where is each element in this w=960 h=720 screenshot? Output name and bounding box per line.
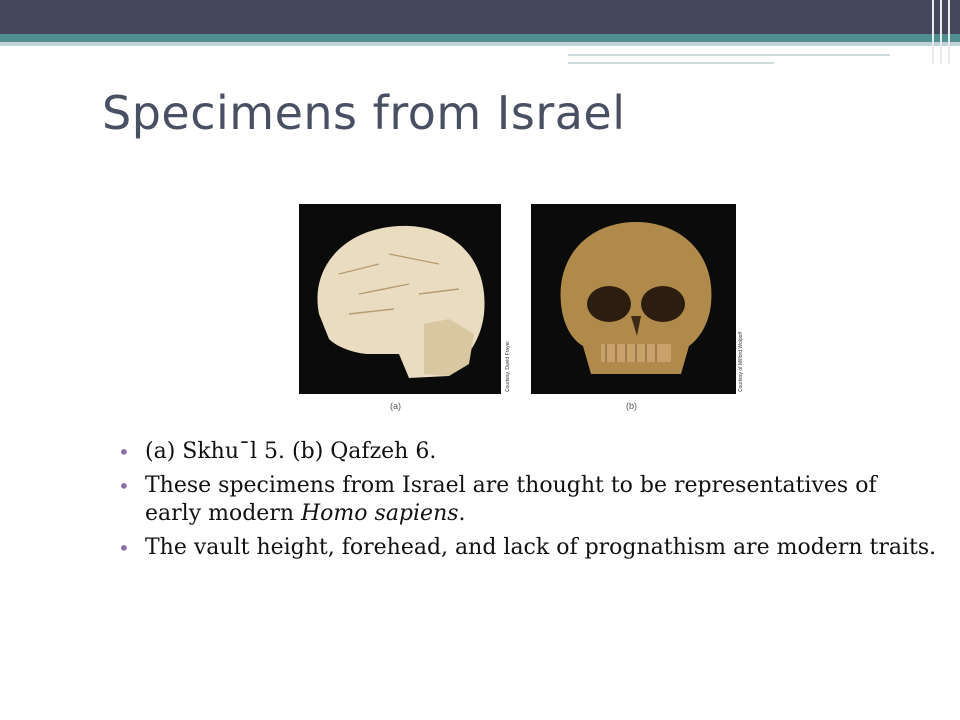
header-bar	[0, 0, 960, 34]
bullet-text: These specimens from Israel are thought to be representatives of early modern	[145, 473, 877, 526]
header-vertical-line	[948, 0, 950, 64]
bullet-dot-icon: •	[118, 440, 130, 464]
skull-photo-skhul	[299, 204, 502, 394]
bullet-item	[118, 534, 938, 562]
header-stripe	[568, 62, 774, 64]
bullet-dot-icon: •	[118, 536, 130, 560]
bullet-dot-icon: •	[118, 474, 130, 498]
header-accent-bar	[0, 34, 960, 42]
header-vertical-line	[932, 0, 934, 64]
photo-credit-a: Courtesy, David Frayer	[505, 340, 511, 392]
bullet-item	[118, 438, 938, 466]
bullet-text: (a) Skhu¯l 5. (b) Qafzeh 6.	[145, 439, 437, 464]
bullet-text: The vault height, forehead, and lack of prognathism are modern traits.	[145, 535, 937, 560]
figure-label-a: (a)	[390, 401, 401, 411]
header-vertical-line	[940, 0, 942, 64]
bullet-item	[118, 472, 938, 528]
header-light-bar	[0, 42, 960, 46]
bullet-text-end: .	[458, 501, 466, 526]
header-stripe	[568, 54, 890, 56]
slide-title: Specimens from Israel	[102, 86, 626, 140]
bullet-emphasis: Homo sapiens	[301, 501, 459, 526]
skull-photo-qafzeh	[531, 204, 736, 394]
photo-credit-b: Courtesy of Milford Wolpoff	[738, 331, 744, 392]
bullet-list	[118, 438, 938, 568]
figure-label-b: (b)	[626, 401, 637, 411]
